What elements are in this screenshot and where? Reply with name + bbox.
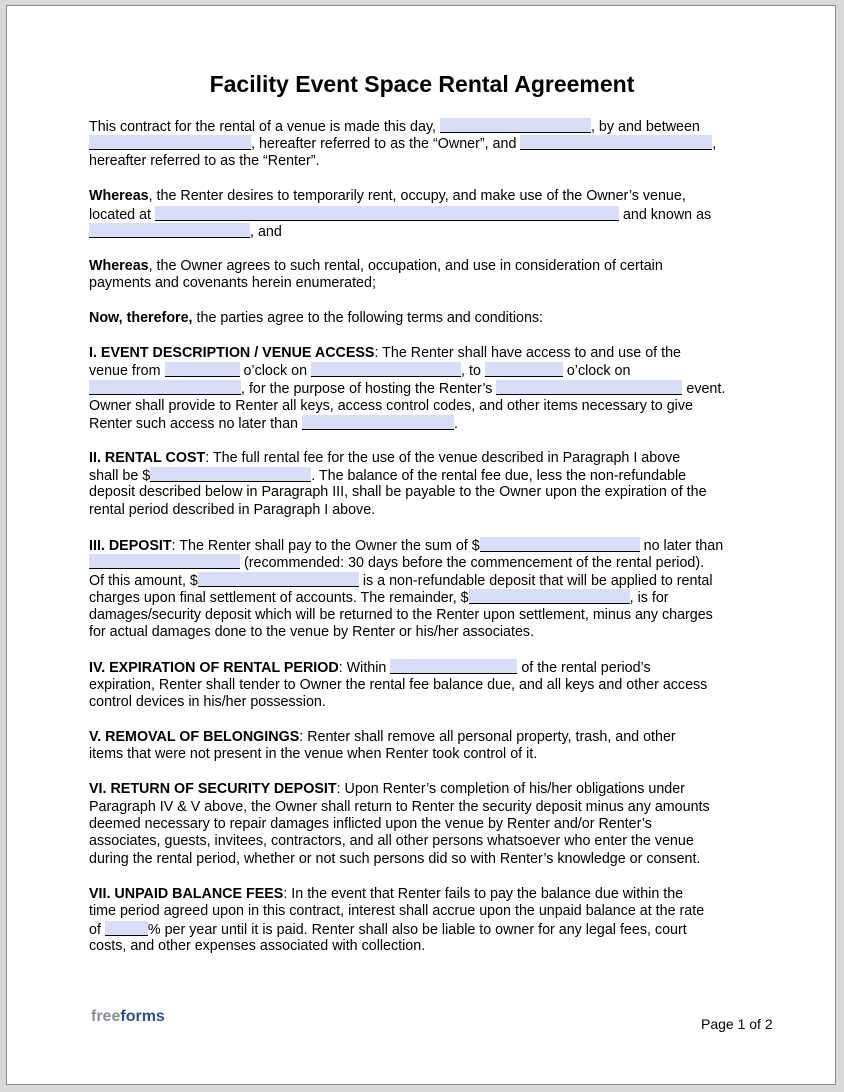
venue-address-field[interactable] bbox=[155, 206, 619, 221]
whereas-1-line-3 bbox=[89, 223, 282, 241]
access-date-field[interactable] bbox=[302, 415, 454, 430]
text: : Upon Renter’s completion of his/her obligations under bbox=[336, 781, 685, 797]
text: , bbox=[712, 136, 717, 152]
logo-free-text: free bbox=[91, 1008, 121, 1025]
text: , and bbox=[250, 224, 282, 240]
return-period-field[interactable] bbox=[390, 659, 517, 674]
text: . The balance of the rental fee due, less the non-refundable bbox=[311, 468, 687, 484]
text: venue from bbox=[89, 363, 165, 379]
interest-rate-field[interactable] bbox=[105, 921, 148, 936]
text: located at bbox=[89, 207, 155, 223]
section-3-line-6: for actual damages done to the venue by Renter or his/her associates. bbox=[89, 624, 535, 640]
section-6-line-3: deemed necessary to repair damages inflicted upon the venue by Renter and/or Renter’s bbox=[89, 816, 652, 832]
deposit-amount-field[interactable] bbox=[480, 537, 640, 552]
section-4-line-3: control devices in his/her possession. bbox=[89, 694, 326, 710]
document-title: Facility Event Space Rental Agreement bbox=[209, 71, 635, 97]
text: , for the purpose of hosting the Renter’s bbox=[241, 381, 497, 397]
text: charges upon final settlement of accounts. The remainder, $ bbox=[89, 590, 469, 606]
section-4-heading: IV. EXPIRATION OF RENTAL PERIOD bbox=[89, 660, 339, 676]
deposit-due-date-field[interactable] bbox=[89, 554, 240, 569]
section-6-line-5: during the rental period, whether or not such persons did so with Renter’s knowledge or consent. bbox=[89, 851, 701, 867]
text: shall be $ bbox=[89, 468, 151, 484]
text: (recommended: 30 days before the commencement of the rental period). bbox=[240, 555, 705, 571]
whereas-label: Whereas bbox=[89, 258, 149, 274]
whereas-1-line-2 bbox=[89, 206, 711, 224]
section-3-line-5: damages/security deposit which will be returned to the Renter upon settlement, minus any charges bbox=[89, 607, 713, 623]
event-type-field[interactable] bbox=[496, 380, 682, 395]
text: , to bbox=[461, 363, 485, 379]
section-6-heading: VI. RETURN OF SECURITY DEPOSIT bbox=[89, 781, 337, 797]
section-5-heading: V. REMOVAL OF BELONGINGS bbox=[89, 729, 300, 745]
section-1-line-4: Owner shall provide to Renter all keys, access control codes, and other items necessary to give bbox=[89, 398, 693, 414]
text: : The Renter shall have access to and use of the bbox=[374, 345, 681, 361]
section-1-heading: I. EVENT DESCRIPTION / VENUE ACCESS bbox=[89, 345, 375, 361]
section-6-line-4: associates, guests, invitees, contractors, and all other persons whatsoever who enter the venue bbox=[89, 833, 694, 849]
text: % per year until it is paid. Renter shall also be liable to owner for any legal fees, court bbox=[147, 922, 687, 938]
section-4-line-1 bbox=[89, 659, 651, 677]
text: , hereafter referred to as the “Owner”, and bbox=[251, 136, 521, 152]
rental-fee-field[interactable] bbox=[150, 467, 311, 482]
section-1-line-1 bbox=[89, 345, 681, 362]
whereas-2-line-1 bbox=[89, 258, 663, 275]
section-2-line-2 bbox=[89, 467, 686, 485]
start-time-field[interactable] bbox=[165, 362, 240, 377]
section-7-line-4: costs, and other expenses associated with collection. bbox=[89, 938, 426, 954]
section-3-heading: III. DEPOSIT bbox=[89, 538, 172, 554]
intro-line-2 bbox=[89, 135, 716, 153]
section-7-line-3 bbox=[89, 921, 687, 939]
text: no later than bbox=[639, 538, 724, 554]
section-2-heading: II. RENTAL COST bbox=[89, 450, 206, 466]
section-1-line-5 bbox=[89, 415, 458, 433]
intro-line-3: hereafter referred to as the “Renter”. bbox=[89, 153, 320, 169]
text: This contract for the rental of a venue is made this day, bbox=[89, 119, 440, 135]
text: . bbox=[453, 416, 458, 432]
page-number: Page 1 of 2 bbox=[701, 1016, 773, 1032]
section-1-line-3 bbox=[89, 380, 725, 398]
text: , is for bbox=[629, 590, 669, 606]
date-field[interactable] bbox=[440, 118, 591, 133]
text: : Renter shall remove all personal property, trash, and other bbox=[299, 729, 676, 745]
section-7-heading: VII. UNPAID BALANCE FEES bbox=[89, 886, 284, 902]
start-date-field[interactable] bbox=[311, 362, 461, 377]
renter-name-field[interactable] bbox=[520, 135, 712, 150]
text: is a non-refundable deposit that will be applied to rental bbox=[358, 573, 713, 589]
owner-name-field[interactable] bbox=[89, 135, 251, 150]
text: : The Renter shall pay to the Owner the sum of $ bbox=[171, 538, 480, 554]
text: , the Owner agrees to such rental, occupation, and use in consideration of certain bbox=[148, 258, 663, 274]
text: o’clock on bbox=[562, 363, 631, 379]
non-refundable-amount-field[interactable] bbox=[198, 572, 359, 587]
section-3-line-3 bbox=[89, 572, 713, 590]
text: , by and between bbox=[590, 119, 700, 135]
freeforms-logo bbox=[91, 1008, 165, 1026]
text: of bbox=[89, 922, 105, 938]
text: and known as bbox=[618, 207, 712, 223]
logo-forms-text: forms bbox=[120, 1008, 165, 1025]
section-2-line-4: rental period described in Paragraph I above. bbox=[89, 502, 376, 518]
now-therefore-line bbox=[89, 310, 543, 327]
section-3-line-4 bbox=[89, 589, 669, 607]
section-2-line-1 bbox=[89, 450, 680, 467]
section-3-line-2 bbox=[89, 554, 704, 572]
text: event. bbox=[682, 381, 726, 397]
text: o’clock on bbox=[239, 363, 312, 379]
text: : In the event that Renter fails to pay the balance due within the bbox=[283, 886, 684, 902]
section-7-line-1 bbox=[89, 886, 683, 903]
venue-name-field[interactable] bbox=[89, 223, 250, 238]
section-5-line-2: items that were not present in the venue when Renter took control of it. bbox=[89, 746, 538, 762]
text: of the rental period’s bbox=[517, 660, 651, 676]
text: : The full rental fee for the use of the venue described in Paragraph I above bbox=[205, 450, 681, 466]
text: Renter such access no later than bbox=[89, 416, 302, 432]
section-4-line-2: expiration, Renter shall tender to Owner the rental fee balance due, and all keys and other access bbox=[89, 677, 708, 693]
section-6-line-1 bbox=[89, 781, 685, 798]
text: the parties agree to the following terms and conditions: bbox=[192, 310, 544, 326]
whereas-label: Whereas bbox=[89, 188, 149, 204]
text: : Within bbox=[338, 660, 391, 676]
section-6-line-2: Paragraph IV & V above, the Owner shall return to Renter the security deposit minus any amounts bbox=[89, 799, 710, 815]
security-deposit-field[interactable] bbox=[469, 589, 630, 604]
text: Of this amount, $ bbox=[89, 573, 198, 589]
end-time-field[interactable] bbox=[485, 362, 563, 377]
text: , the Renter desires to temporarily rent, occupy, and make use of the Owner’s venue, bbox=[148, 188, 686, 204]
section-2-line-3: deposit described below in Paragraph III, shall be payable to the Owner upon the expiration of the bbox=[89, 484, 707, 500]
section-7-line-2: time period agreed upon in this contract, interest shall accrue upon the unpaid balance at the rate bbox=[89, 903, 705, 919]
intro-line-1 bbox=[89, 118, 700, 136]
section-5-line-1 bbox=[89, 729, 676, 746]
whereas-2-line-2: payments and covenants herein enumerated; bbox=[89, 275, 376, 291]
now-therefore-label: Now, therefore, bbox=[89, 310, 193, 326]
whereas-1-line-1 bbox=[89, 188, 686, 205]
section-3-line-1 bbox=[89, 537, 723, 555]
end-date-field[interactable] bbox=[89, 380, 241, 395]
section-1-line-2 bbox=[89, 362, 630, 380]
